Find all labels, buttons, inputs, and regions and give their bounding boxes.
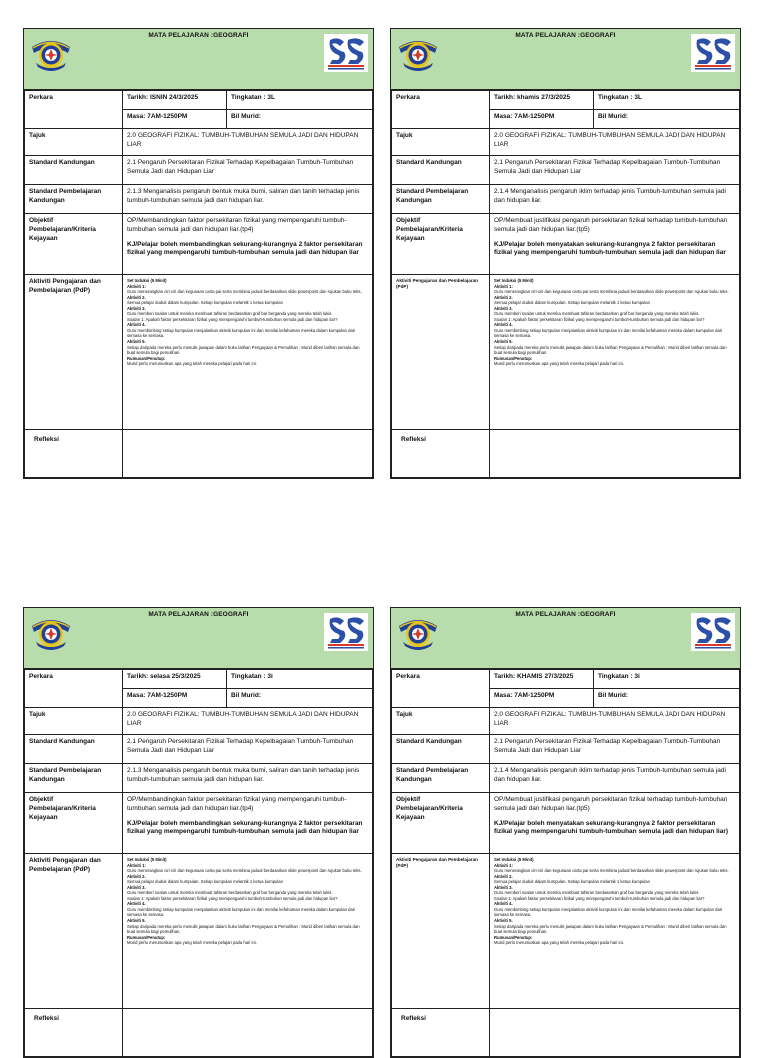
pdp-line: Setiap daripada mereka perlu menulis jawapan dalam buku latihan Pengayaan & Pemulihan : Murid diberi latihan semula dan buat semula bagi pemulihan.	[494, 344, 727, 356]
pdp-heading: Aktiviti 4.	[494, 901, 513, 907]
pdp-line: Semua pelajar duduk dalam kumpulan. Setiap kumpulan melantik 1 ketua kumpulan	[127, 300, 283, 306]
kpm-logo	[324, 613, 368, 651]
pdp-line: Setiap daripada mereka perlu menulis jawapan dalam buku latihan Pengayaan & Pemulihan : Murid diberi latihan semula dan buat semula bagi pemulihan.	[127, 923, 360, 935]
label-perkara: Perkara	[392, 91, 490, 129]
tarikh-value: Tarikh: selasa 25/3/2025	[123, 670, 227, 689]
masa-value: Masa: 7AM-1250PM	[490, 689, 594, 708]
label-perkara: Perkara	[25, 670, 123, 708]
standard-kandungan-value: 2.1 Pengaruh Persekitaran Fizikal Terhadap Kepelbagaian Tumbuh-Tumbuhan Semula Jadi dan Hidupan Liar	[123, 735, 373, 764]
pdp-line: Guru memberi soalan untuk mereka membuat tafsiran berdasarkan graf bar berganda yang mereka telah lukis.	[494, 890, 700, 896]
pdp-heading: Aktiviti 2.	[127, 873, 146, 879]
objektif-op: OP/Membandingkan faktor persekitaran fizikal yang mempengaruhi tumbuh-tumbuhan semula jadi dan hidupan liar.(tp4)	[127, 217, 347, 233]
pdp-heading: Aktiviti 1:	[127, 862, 146, 868]
refleksi-value	[490, 1009, 740, 1057]
kpm-logo	[324, 34, 368, 72]
pdp-line: Guru menerangkan ciri-ciri dan kegunaan carta pai serta membina jadual berdasarkan slide powerpoint dan rujukan buku teks.	[127, 289, 362, 295]
masa-value: Masa: 7AM-1250PM	[490, 110, 594, 129]
tarikh-value: Tarikh: khamis 27/3/2025	[490, 91, 594, 110]
plan-header	[391, 608, 740, 669]
objektif-value	[490, 214, 740, 275]
pdp-heading: Rumusan/Penutup:	[127, 934, 166, 940]
bil-murid-value: Bil Murid:	[227, 110, 373, 129]
label-aktiviti: Aktiviti Pengajaran dan Pembelajaran (PdP)	[392, 275, 490, 430]
pdp-heading: Aktiviti 3.	[127, 884, 146, 890]
label-standard-kandungan: Standard Kandungan	[25, 156, 123, 185]
subject-title: MATA PELAJARAN :GEOGRAFI	[148, 611, 249, 618]
pdp-heading: Aktiviti 5.	[127, 918, 146, 924]
pdp-line: Guru menerangkan ciri-ciri dan kegunaan carta pai serta membina jadual berdasarkan slide powerpoint dan rujukan buku teks.	[127, 868, 362, 874]
label-standard-kandungan: Standard Kandungan	[392, 735, 490, 764]
plan-table	[391, 90, 740, 478]
kpm-logo	[691, 613, 735, 651]
lesson-plan-card	[23, 28, 374, 479]
school-crest-logo	[397, 612, 439, 652]
pdp-line: Setiap daripada mereka perlu menulis jawapan dalam buku latihan Pengayaan & Pemulihan : Murid diberi latihan semula dan buat semula bagi pemulihan.	[127, 344, 360, 356]
objektif-kj: KJ/Pelajar boleh menyatakan sekurang-kurangnya 2 faktor persekitaran fizikal yang mempengaruhi tumbuh-tumbuhan semula jadi dan hidupan liar)	[494, 819, 729, 836]
label-standard-kandungan: Standard Kandungan	[392, 156, 490, 185]
refleksi-value	[123, 430, 373, 478]
objektif-op: OP/Membuat justifikasi pengaruh persekitaran fizikal terhadap tumbuh-tumbuhan semula jadi dan hidupan liar.(tp5)	[494, 796, 728, 812]
tingkatan-value: Tingkatan : 3i	[227, 670, 373, 689]
subject-title: MATA PELAJARAN :GEOGRAFI	[515, 611, 616, 618]
label-standard-kandungan: Standard Kandungan	[25, 735, 123, 764]
pdp-line: Guru memberi soalan untuk mereka membuat tafsiran berdasarkan graf bar berganda yang mereka telah lukis.	[127, 890, 333, 896]
school-crest-logo	[30, 612, 72, 652]
plan-header	[24, 608, 373, 669]
standard-pembelajaran-value: 2.1.4 Menganalisis pengaruh iklim terhadap jenis Tumbuh-tumbuhan semula jadi dan hidupan liar.	[490, 764, 740, 793]
pdp-line: Semua pelajar duduk dalam kumpulan. Setiap kumpulan melantik 1 ketua kumpulan	[494, 879, 650, 885]
label-tajuk: Tajuk	[25, 129, 123, 156]
tajuk-value: 2.0 GEOGRAFI FIZIKAL: TUMBUH-TUMBUHAN SEMULA JADI DAN HIDUPAN LIAR	[123, 708, 373, 735]
pdp-heading: Aktiviti 4.	[127, 901, 146, 907]
label-objektif: Objektif Pembelajaran/Kriteria Kejayaan	[25, 214, 123, 275]
plan-table	[24, 669, 373, 1057]
label-aktiviti: Aktiviti Pengajaran dan Pembelajaran (PdP)	[25, 854, 123, 1009]
pdp-line: Guru membimbing setiap kumpulan menjalankan aktiviti kumpulan ini dan menilai kefahaman mereka dalam kumpulan dari semasa ke semasa.	[494, 906, 723, 918]
pdp-heading: Set Induksi (5 Minit)	[127, 857, 167, 862]
label-objektif: Objektif Pembelajaran/Kriteria Kejayaan	[25, 793, 123, 854]
refleksi-value	[490, 430, 740, 478]
pdp-heading: Aktiviti 2.	[494, 294, 513, 300]
pdp-heading: Aktiviti 3.	[494, 884, 513, 890]
label-standard-pembelajaran: Standard Pembelajaran Kandungan	[25, 185, 123, 214]
objektif-kj: KJ/Pelajar boleh membandingkan sekurang-kurangnya 2 faktor persekitaran fizikal yang mempengaruhi tumbuh-tumbuhan semula jadi dan hidupan liar	[127, 819, 363, 836]
pdp-heading: Aktiviti 2.	[127, 294, 146, 300]
pdp-heading: Rumusan/Penutup:	[494, 355, 533, 361]
label-perkara: Perkara	[392, 670, 490, 708]
lesson-plan-card	[390, 607, 741, 1058]
label-refleksi: Refleksi	[392, 1009, 490, 1057]
pdp-line: Guru memberi soalan untuk mereka membuat tafsiran berdasarkan graf bar berganda yang mereka telah lukis.	[127, 311, 333, 317]
tingkatan-value: Tingkatan : 3L	[594, 91, 740, 110]
plan-header	[24, 29, 373, 90]
bil-murid-value: Bil Murid:	[594, 110, 740, 129]
bil-murid-value: Bil Murid:	[227, 689, 373, 708]
pdp-line: Soalan 1: Apakah faktor persekitaran fizikal yang mempengaruhi tumbuh-tumbuhan semula jadi dan hidupan liar?	[494, 316, 705, 322]
label-standard-pembelajaran: Standard Pembelajaran Kandungan	[392, 764, 490, 793]
label-perkara: Perkara	[25, 91, 123, 129]
tajuk-value: 2.0 GEOGRAFI FIZIKAL: TUMBUH-TUMBUHAN SEMULA JADI DAN HIDUPAN LIAR	[490, 708, 740, 735]
pdp-heading: Aktiviti 5.	[494, 918, 513, 924]
bil-murid-value: Bil Murid:	[594, 689, 740, 708]
school-crest-logo	[30, 33, 72, 73]
label-objektif: Objektif Pembelajaran/Kriteria Kejayaan	[392, 793, 490, 854]
label-refleksi: Refleksi	[392, 430, 490, 478]
school-crest-logo	[397, 33, 439, 73]
pdp-activities	[490, 275, 740, 430]
standard-kandungan-value: 2.1 Pengaruh Persekitaran Fizikal Terhadap Kepelbagaian Tumbuh-Tumbuhan Semula Jadi dan Hidupan Liar	[123, 156, 373, 185]
pdp-heading: Aktiviti 1:	[494, 283, 513, 289]
pdp-heading: Aktiviti 5.	[127, 339, 146, 345]
masa-value: Masa: 7AM-1250PM	[123, 689, 227, 708]
plan-table	[24, 90, 373, 478]
pdp-line: Semua pelajar duduk dalam kumpulan. Setiap kumpulan melantik 1 ketua kumpulan	[494, 300, 650, 306]
pdp-heading: Set Induksi (5 Minit)	[127, 278, 167, 283]
pdp-line: Murid perlu merumuskan apa yang telah mereka pelajari pada hari ini.	[127, 361, 257, 367]
standard-kandungan-value: 2.1 Pengaruh Persekitaran Fizikal Terhadap Kepelbagaian Tumbuh-Tumbuhan Semula Jadi dan Hidupan Liar	[490, 156, 740, 185]
pdp-heading: Aktiviti 4.	[127, 322, 146, 328]
plan-table	[391, 669, 740, 1057]
label-aktiviti: Aktiviti Pengajaran dan Pembelajaran (PdP)	[25, 275, 123, 430]
pdp-activities	[123, 275, 373, 430]
label-standard-pembelajaran: Standard Pembelajaran Kandungan	[25, 764, 123, 793]
pdp-line: Guru membimbing setiap kumpulan menjalankan aktiviti kumpulan ini dan menilai kefahaman mereka dalam kumpulan dari semasa ke semasa.	[127, 327, 356, 339]
pdp-line: Soalan 1: Apakah faktor persekitaran fizikal yang mempengaruhi tumbuh-tumbuhan semula jadi dan hidupan liar?	[127, 895, 338, 901]
pdp-line: Murid perlu merumuskan apa yang telah mereka pelajari pada hari ini.	[494, 361, 624, 367]
pdp-line: Murid perlu merumuskan apa yang telah mereka pelajari pada hari ini.	[127, 940, 257, 946]
pdp-line: Guru menerangkan ciri-ciri dan kegunaan carta pai serta membina jadual berdasarkan slide powerpoint dan rujukan buku teks.	[494, 868, 729, 874]
pdp-line: Murid perlu merumuskan apa yang telah mereka pelajari pada hari ini.	[494, 940, 624, 946]
kpm-logo	[691, 34, 735, 72]
standard-pembelajaran-value: 2.1.4 Menganalisis pengaruh iklim terhadap jenis Tumbuh-tumbuhan semula jadi dan hidupan liar.	[490, 185, 740, 214]
tingkatan-value: Tingkatan : 3i	[594, 670, 740, 689]
pdp-line: Soalan 1: Apakah faktor persekitaran fizikal yang mempengaruhi tumbuh-tumbuhan semula jadi dan hidupan liar?	[494, 895, 705, 901]
pdp-heading: Rumusan/Penutup:	[127, 355, 166, 361]
objektif-kj: KJ/Pelajar boleh membandingkan sekurang-kurangnya 2 faktor persekitaran fizikal yang mempengaruhi tumbuh-tumbuhan semula jadi dan hidupan liar	[127, 240, 363, 257]
pdp-line: Setiap daripada mereka perlu menulis jawapan dalam buku latihan Pengayaan & Pemulihan : Murid diberi latihan semula dan buat semula bagi pemulihan.	[494, 923, 727, 935]
label-refleksi: Refleksi	[25, 1009, 123, 1057]
pdp-heading: Aktiviti 3.	[494, 305, 513, 311]
pdp-line: Guru menerangkan ciri-ciri dan kegunaan carta pai serta membina jadual berdasarkan slide powerpoint dan rujukan buku teks.	[494, 289, 729, 295]
pdp-heading: Set Induksi (5 Minit)	[494, 857, 534, 862]
pdp-heading: Set Induksi (5 Minit)	[494, 278, 534, 283]
label-aktiviti: Aktiviti Pengajaran dan Pembelajaran (PdP)	[392, 854, 490, 1009]
plan-header	[391, 29, 740, 90]
pdp-line: Guru memberi soalan untuk mereka membuat tafsiran berdasarkan graf bar berganda yang mereka telah lukis.	[494, 311, 700, 317]
pdp-heading: Rumusan/Penutup:	[494, 934, 533, 940]
objektif-value	[490, 793, 740, 854]
label-refleksi: Refleksi	[25, 430, 123, 478]
pdp-heading: Aktiviti 5.	[494, 339, 513, 345]
pdp-line: Soalan 1: Apakah faktor persekitaran fizikal yang mempengaruhi tumbuh-tumbuhan semula jadi dan hidupan liar?	[127, 316, 338, 322]
label-standard-pembelajaran: Standard Pembelajaran Kandungan	[392, 185, 490, 214]
pdp-heading: Aktiviti 1:	[127, 283, 146, 289]
pdp-line: Guru membimbing setiap kumpulan menjalankan aktiviti kumpulan ini dan menilai kefahaman mereka dalam kumpulan dari semasa ke semasa.	[494, 327, 723, 339]
label-tajuk: Tajuk	[25, 708, 123, 735]
standard-kandungan-value: 2.1 Pengaruh Persekitaran Fizikal Terhadap Kepelbagaian Tumbuh-Tumbuhan Semula Jadi dan Hidupan Liar	[490, 735, 740, 764]
tajuk-value: 2.0 GEOGRAFI FIZIKAL: TUMBUH-TUMBUHAN SEMULA JADI DAN HIDUPAN LIAR	[123, 129, 373, 156]
tarikh-value: Tarikh: ISNIN 24/3/2025	[123, 91, 227, 110]
tingkatan-value: Tingkatan : 3L	[227, 91, 373, 110]
objektif-op: OP/Membandingkan faktor persekitaran fizikal yang mempengaruhi tumbuh-tumbuhan semula jadi dan hidupan liar.(tp4)	[127, 796, 347, 812]
pdp-heading: Aktiviti 3.	[127, 305, 146, 311]
objektif-value	[123, 793, 373, 854]
pdp-activities	[490, 854, 740, 1009]
pdp-activities	[123, 854, 373, 1009]
objektif-op: OP/Membuat justifikasi pengaruh persekitaran fizikal terhadap tumbuh-tumbuhan semula jadi dan hidupan liar.(tp5)	[494, 217, 728, 233]
tajuk-value: 2.0 GEOGRAFI FIZIKAL: TUMBUH-TUMBUHAN SEMULA JADI DAN HIDUPAN LIAR	[490, 129, 740, 156]
label-objektif: Objektif Pembelajaran/Kriteria Kejayaan	[392, 214, 490, 275]
label-tajuk: Tajuk	[392, 708, 490, 735]
pdp-line: Guru membimbing setiap kumpulan menjalankan aktiviti kumpulan ini dan menilai kefahaman mereka dalam kumpulan dari semasa ke semasa.	[127, 906, 356, 918]
tarikh-value: Tarikh: KHAMIS 27/3/2025	[490, 670, 594, 689]
objektif-kj: KJ/Pelajar boleh menyatakan sekurang-kurangnya 2 faktor persekitaran fizikal yang mempengaruhi tumbuh-tumbuhan semula jadi dan hidupan liar	[494, 240, 726, 257]
subject-title: MATA PELAJARAN :GEOGRAFI	[515, 32, 616, 39]
pdp-heading: Aktiviti 2.	[494, 873, 513, 879]
subject-title: MATA PELAJARAN :GEOGRAFI	[148, 32, 249, 39]
standard-pembelajaran-value: 2.1.3 Menganalisis pengaruh bentuk muka bumi, saliran dan tanih terhadap jenis tumbuh-tumbuhan semula jadi dan hidupan liar.	[123, 185, 373, 214]
label-tajuk: Tajuk	[392, 129, 490, 156]
standard-pembelajaran-value: 2.1.3 Menganalisis pengaruh bentuk muka bumi, saliran dan tanih terhadap jenis tumbuh-tumbuhan semula jadi dan hidupan liar.	[123, 764, 373, 793]
lesson-plan-card	[23, 607, 374, 1058]
lesson-plan-card	[390, 28, 741, 479]
objektif-value	[123, 214, 373, 275]
pdp-line: Semua pelajar duduk dalam kumpulan. Setiap kumpulan melantik 1 ketua kumpulan	[127, 879, 283, 885]
pdp-heading: Aktiviti 4.	[494, 322, 513, 328]
pdp-heading: Aktiviti 1:	[494, 862, 513, 868]
masa-value: Masa: 7AM-1250PM	[123, 110, 227, 129]
refleksi-value	[123, 1009, 373, 1057]
